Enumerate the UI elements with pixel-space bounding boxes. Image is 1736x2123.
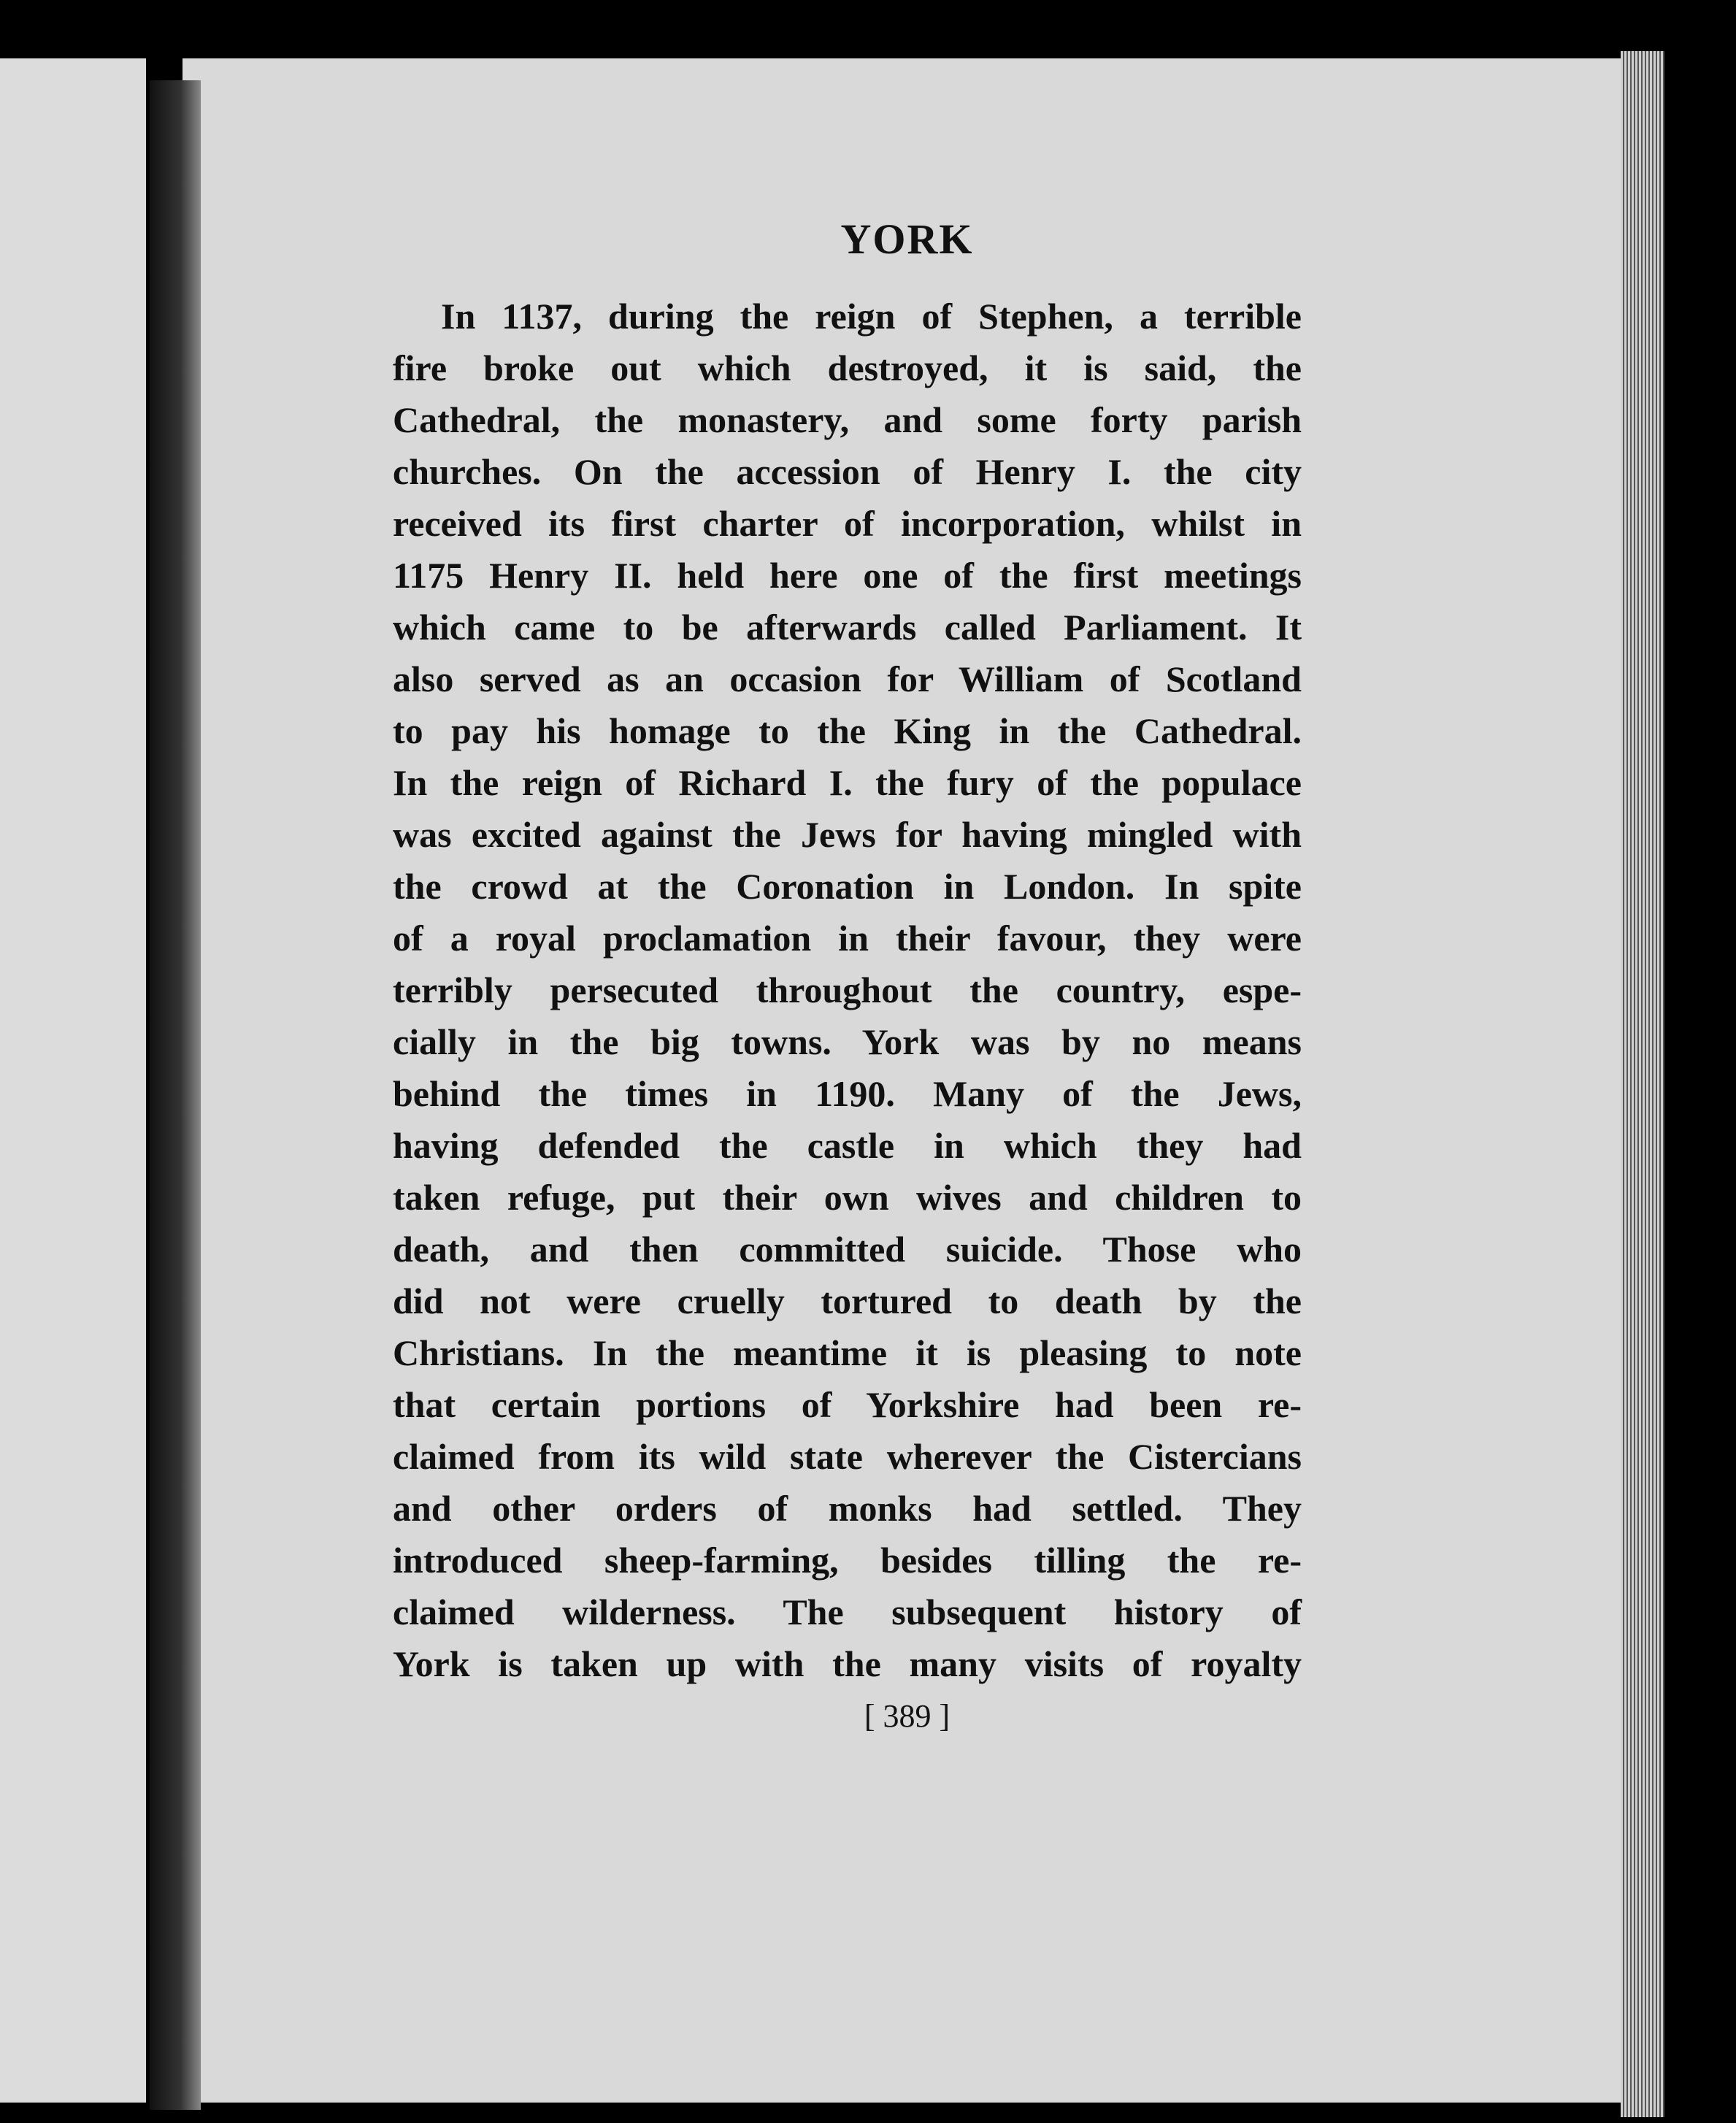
text-line: of a royal proclamation in their favour, they were — [393, 918, 1302, 959]
facing-page-edge — [0, 58, 146, 2103]
body-text — [393, 291, 1302, 1690]
text-line: received its first charter of incorporation, whilst in — [393, 503, 1302, 544]
text-line: and other orders of monks had settled. They — [393, 1488, 1302, 1529]
text-line: churches. On the accession of Henry I. the city — [393, 451, 1302, 492]
text-line: that certain portions of Yorkshire had been re- — [393, 1384, 1302, 1425]
text-line: also served as an occasion for William of Scotland — [393, 659, 1302, 699]
text-line: fire broke out which destroyed, it is said, the — [393, 348, 1302, 388]
text-line: terribly persecuted throughout the country, espe- — [393, 970, 1302, 1010]
text-line: cially in the big towns. York was by no means — [393, 1021, 1302, 1062]
text-line: to pay his homage to the King in the Cathedral. — [393, 710, 1302, 751]
text-line: In 1137, during the reign of Stephen, a terrible — [441, 296, 1302, 337]
text-line: did not were cruelly tortured to death by the — [393, 1281, 1302, 1321]
text-line: death, and then committed suicide. Those who — [393, 1229, 1302, 1270]
text-line: taken refuge, put their own wives and children to — [393, 1177, 1302, 1218]
text-line: In the reign of Richard I. the fury of the populace — [393, 762, 1302, 803]
text-line: claimed wilderness. The subsequent history of — [393, 1592, 1302, 1632]
text-line: 1175 Henry II. held here one of the first meetings — [393, 555, 1302, 596]
text-line: the crowd at the Coronation in London. In spite — [393, 866, 1302, 907]
text-line: York is taken up with the many visits of royalty — [393, 1643, 1302, 1684]
page-number: [ 389 ] — [864, 1698, 950, 1734]
book-gutter — [150, 80, 201, 2110]
page-fore-edge — [1621, 51, 1664, 2117]
text-line: having defended the castle in which they had — [393, 1125, 1302, 1166]
text-line: claimed from its wild state wherever the Cistercians — [393, 1436, 1302, 1477]
text-line: Cathedral, the monastery, and some forty parish — [393, 399, 1302, 440]
text-line: Christians. In the meantime it is pleasing to note — [393, 1332, 1302, 1373]
running-head: YORK — [840, 215, 974, 263]
text-line: which came to be afterwards called Parliament. It — [393, 607, 1302, 648]
text-line: introduced sheep-farming, besides tilling the re- — [393, 1540, 1302, 1581]
text-line: behind the times in 1190. Many of the Jews, — [393, 1073, 1302, 1114]
text-line: was excited against the Jews for having mingled with — [393, 814, 1302, 855]
